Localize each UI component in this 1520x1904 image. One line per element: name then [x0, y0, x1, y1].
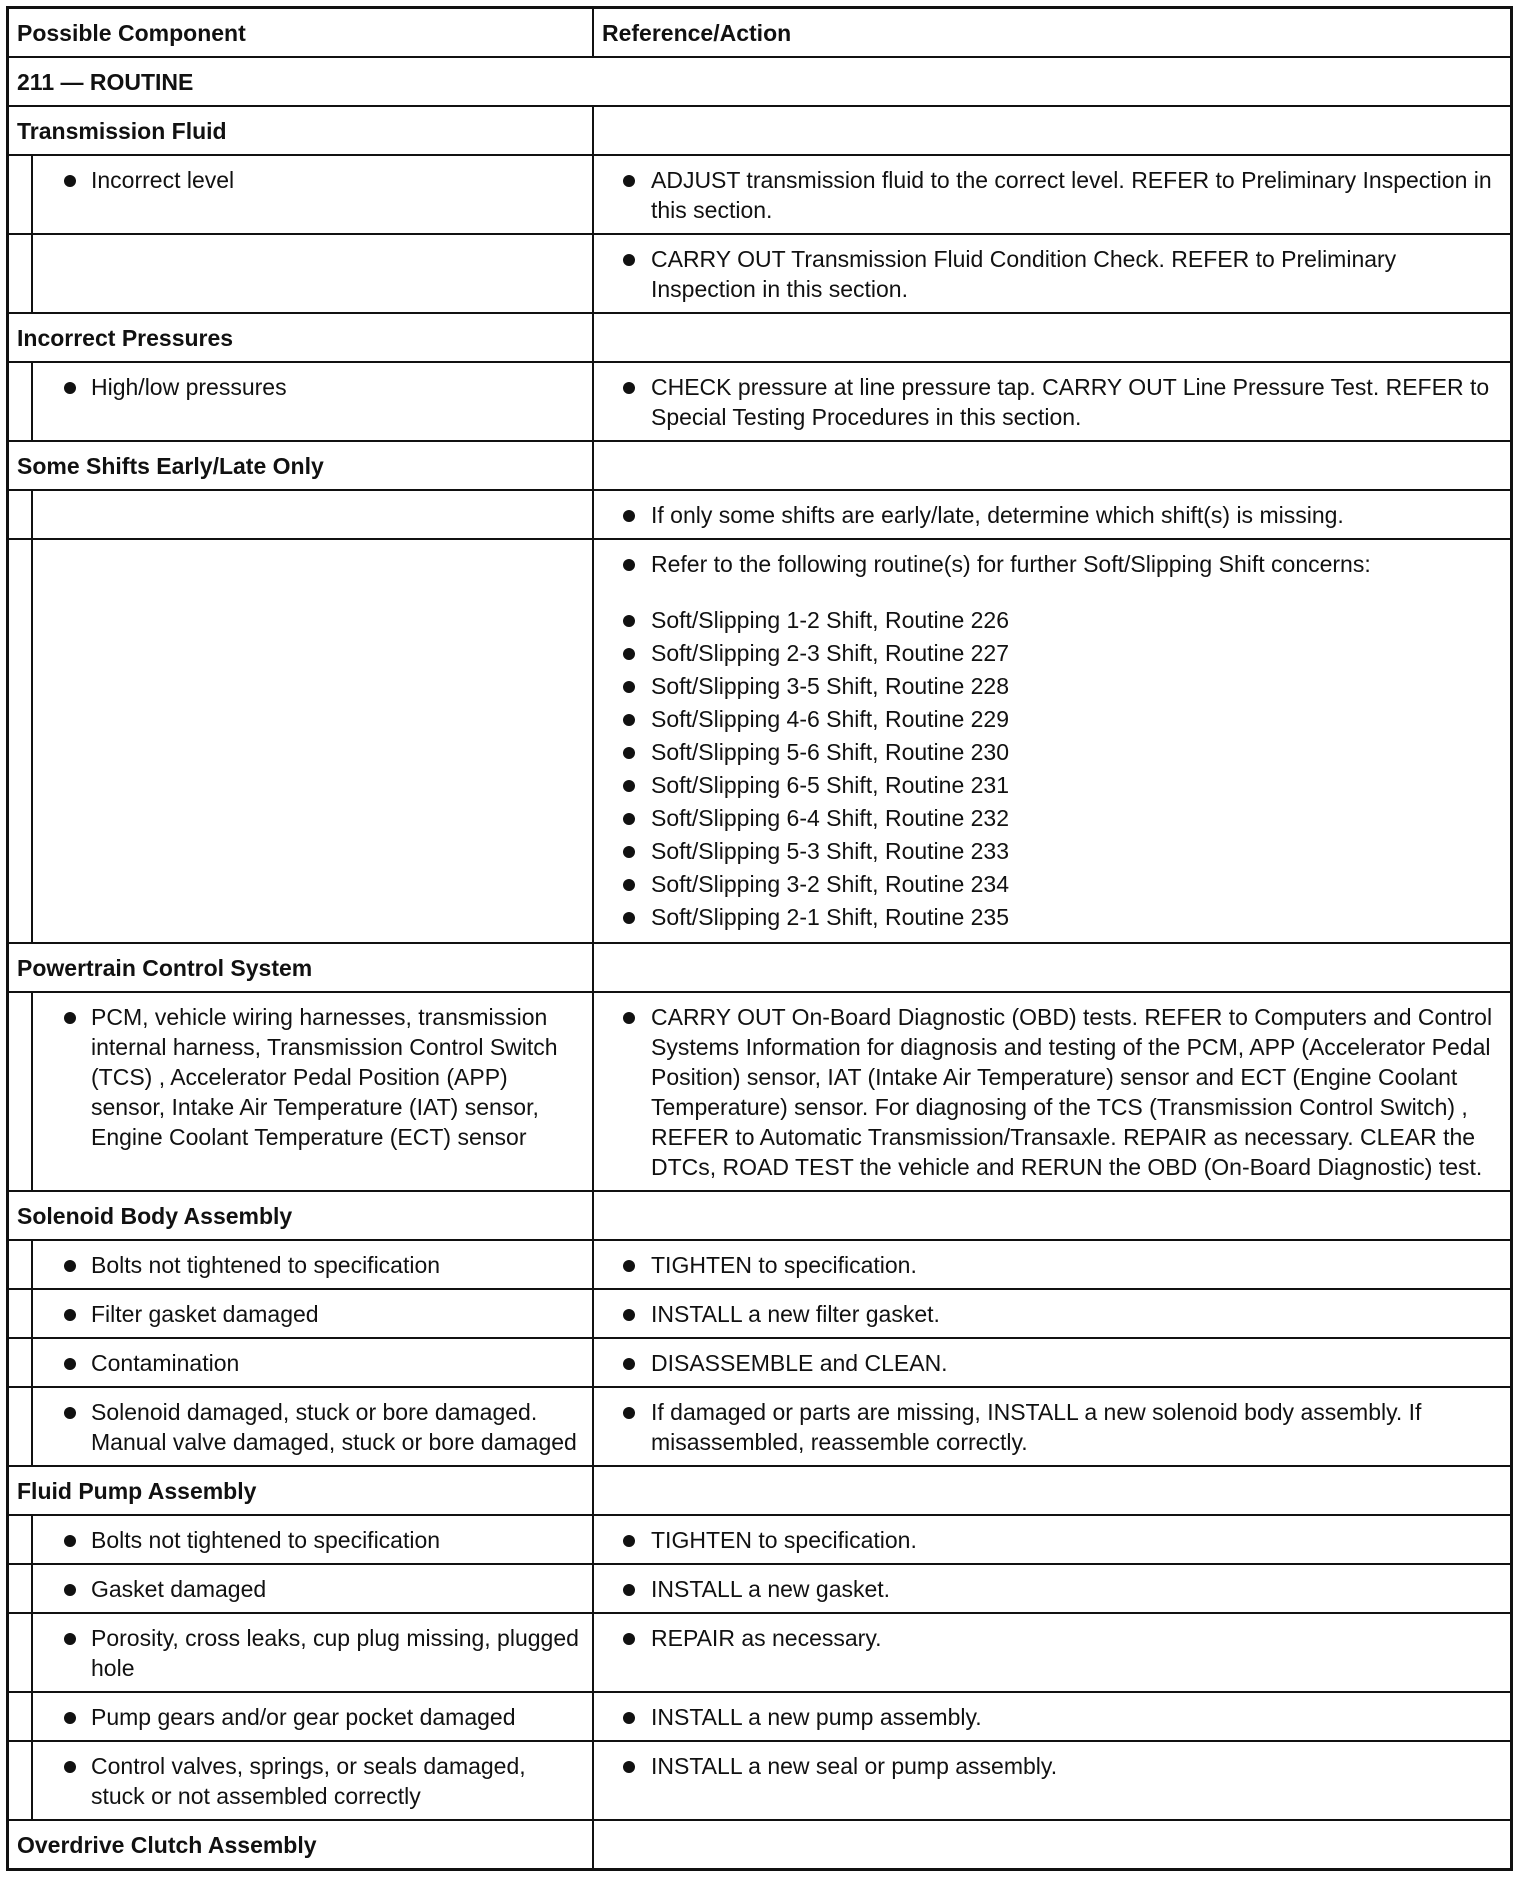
- action-cell: [594, 1241, 1510, 1288]
- component-cell: [9, 1388, 594, 1465]
- section-empty-cell: [594, 1821, 1510, 1868]
- bullet-text: High/low pressures: [91, 374, 287, 400]
- section-header-row: [9, 1190, 1510, 1239]
- table-row: [9, 489, 1510, 538]
- bullet-item: [651, 1002, 1502, 1182]
- action-cell: [594, 1388, 1510, 1465]
- action-cell: [594, 540, 1510, 942]
- bullet-text: Solenoid damaged, stuck or bore damaged. Manual valve damaged, stuck or bore damaged: [91, 1399, 577, 1455]
- bullet-text: INSTALL a new gasket.: [651, 1576, 891, 1602]
- bullet-text: If only some shifts are early/late, determine which shift(s) is missing.: [651, 502, 1344, 528]
- action-cell: [594, 1516, 1510, 1563]
- section-header-row: [9, 942, 1510, 991]
- table-row: [9, 361, 1510, 440]
- bullet-icon: [623, 714, 635, 726]
- bullet-item: [651, 901, 1502, 934]
- section-empty-cell: [594, 1467, 1510, 1514]
- component-cell: [9, 1241, 594, 1288]
- table-row: [9, 1288, 1510, 1337]
- bullet-item: [91, 1299, 584, 1329]
- bullet-text: If damaged or parts are missing, INSTALL a new solenoid body assembly. If misassembled, reassemble correctly.: [651, 1399, 1422, 1455]
- component-cell: [9, 235, 594, 312]
- bullet-icon: [64, 1761, 76, 1773]
- bullet-icon: [623, 648, 635, 660]
- bullet-text: Incorrect level: [91, 167, 235, 193]
- bullet-item: [91, 1525, 584, 1555]
- bullet-text: Soft/Slipping 6-4 Shift, Routine 232: [651, 805, 1010, 831]
- bullet-icon: [623, 1712, 635, 1724]
- component-cell: [9, 1516, 594, 1563]
- table-row: [9, 538, 1510, 942]
- bullet-item: [651, 835, 1502, 868]
- component-cell: [9, 1565, 594, 1612]
- bullet-icon: [64, 1633, 76, 1645]
- section-title: Overdrive Clutch Assembly: [9, 1821, 594, 1868]
- bullet-icon: [64, 175, 76, 187]
- section-header-row: [9, 440, 1510, 489]
- action-cell: [594, 993, 1510, 1190]
- bullet-text: CARRY OUT On-Board Diagnostic (OBD) tests. REFER to Computers and Control Systems Information for diagnosis and testing of the PCM, APP (Accelerator Pedal Position) sensor, IAT (Intake Air Temperature) sensor and ECT (Engine Coolant Temperature) sensor. For diagnosing of the TCS (Transmission Control Switch) , REFER to Automatic Transmission/Transaxle. REPAIR as necessary. CLEAR the DTCs, ROAD TEST the vehicle and RERUN the OBD (On-Board Diagnostic) test.: [651, 1004, 1493, 1180]
- bullet-text: Soft/Slipping 5-6 Shift, Routine 230: [651, 739, 1010, 765]
- action-cell: [594, 491, 1510, 538]
- action-cell: [594, 235, 1510, 312]
- action-cell: [594, 1614, 1510, 1691]
- table-row: [9, 1514, 1510, 1563]
- section-title: Incorrect Pressures: [9, 314, 594, 361]
- section-title: Powertrain Control System: [9, 944, 594, 991]
- bullet-icon: [623, 747, 635, 759]
- bullet-text: Soft/Slipping 3-2 Shift, Routine 234: [651, 871, 1010, 897]
- bullet-icon: [623, 382, 635, 394]
- bullet-item: [651, 372, 1502, 432]
- bullet-text: CARRY OUT Transmission Fluid Condition Check. REFER to Preliminary Inspection in this section.: [651, 246, 1397, 302]
- bullet-item: [651, 1702, 1502, 1732]
- bullet-icon: [623, 1358, 635, 1370]
- action-cell: [594, 1339, 1510, 1386]
- bullet-text: INSTALL a new seal or pump assembly.: [651, 1753, 1058, 1779]
- table-row: [9, 1386, 1510, 1465]
- action-cell: [594, 156, 1510, 233]
- bullet-text: Contamination: [91, 1350, 240, 1376]
- component-cell: [9, 1693, 594, 1740]
- component-cell: [9, 363, 594, 440]
- bullet-text: Porosity, cross leaks, cup plug missing, plugged hole: [91, 1625, 579, 1681]
- bullet-text: INSTALL a new filter gasket.: [651, 1301, 940, 1327]
- bullet-item: [651, 670, 1502, 703]
- bullet-icon: [623, 1309, 635, 1321]
- bullet-text: Soft/Slipping 5-3 Shift, Routine 233: [651, 838, 1010, 864]
- bullet-icon: [623, 1761, 635, 1773]
- bullet-text: CHECK pressure at line pressure tap. CARRY OUT Line Pressure Test. REFER to Special Testing Procedures in this section.: [651, 374, 1490, 430]
- bullet-item: [651, 802, 1502, 835]
- section-empty-cell: [594, 442, 1510, 489]
- bullet-icon: [623, 1407, 635, 1419]
- bullet-item: [651, 1751, 1502, 1781]
- bullet-item: [651, 244, 1502, 304]
- bullet-item: [651, 604, 1502, 637]
- bullet-icon: [64, 1584, 76, 1596]
- bullet-item: [651, 1348, 1502, 1378]
- action-cell: [594, 1693, 1510, 1740]
- bullet-text: REPAIR as necessary.: [651, 1625, 882, 1651]
- bullet-item: [651, 549, 1502, 579]
- bullet-icon: [64, 1712, 76, 1724]
- bullet-text: Gasket damaged: [91, 1576, 267, 1602]
- bullet-item: [651, 1397, 1502, 1457]
- bullet-item: [651, 165, 1502, 225]
- bullet-item: [91, 372, 584, 402]
- routine-title: 211 — ROUTINE: [17, 69, 194, 95]
- bullet-icon: [623, 1012, 635, 1024]
- bullet-item: [651, 637, 1502, 670]
- bullet-item: [651, 703, 1502, 736]
- diagnostic-table: [6, 6, 1513, 1871]
- bullet-item: [651, 1299, 1502, 1329]
- section-title: Some Shifts Early/Late Only: [9, 442, 594, 489]
- component-cell: [9, 1742, 594, 1819]
- bullet-item: [91, 1002, 584, 1152]
- table-header-row: [9, 9, 1510, 56]
- bullet-icon: [623, 510, 635, 522]
- bullet-text: ADJUST transmission fluid to the correct level. REFER to Preliminary Inspection in this section.: [651, 167, 1492, 223]
- bullet-icon: [623, 1584, 635, 1596]
- bullet-icon: [623, 912, 635, 924]
- component-cell: [9, 156, 594, 233]
- bullet-text: Filter gasket damaged: [91, 1301, 319, 1327]
- bullet-text: TIGHTEN to specification.: [651, 1252, 917, 1278]
- bullet-icon: [64, 1358, 76, 1370]
- section-title: Transmission Fluid: [9, 107, 594, 154]
- bullet-text: Bolts not tightened to specification: [91, 1252, 441, 1278]
- bullet-item: [91, 165, 584, 195]
- bullet-item: [91, 1751, 584, 1811]
- section-empty-cell: [594, 107, 1510, 154]
- table-row: [9, 1740, 1510, 1819]
- spacer: [651, 579, 1502, 604]
- bullet-text: Soft/Slipping 6-5 Shift, Routine 231: [651, 772, 1010, 798]
- bullet-icon: [623, 1535, 635, 1547]
- bullet-icon: [623, 879, 635, 891]
- bullet-item: [91, 1623, 584, 1683]
- bullet-text: Soft/Slipping 2-3 Shift, Routine 227: [651, 640, 1010, 666]
- bullet-icon: [623, 254, 635, 266]
- table-row: [9, 991, 1510, 1190]
- section-empty-cell: [594, 944, 1510, 991]
- bullet-item: [651, 736, 1502, 769]
- bullet-icon: [64, 1407, 76, 1419]
- bullet-item: [651, 868, 1502, 901]
- bullet-icon: [623, 846, 635, 858]
- bullet-text: INSTALL a new pump assembly.: [651, 1704, 982, 1730]
- bullet-icon: [64, 1260, 76, 1272]
- bullet-icon: [623, 780, 635, 792]
- section-header-row: [9, 1819, 1510, 1868]
- table-row: [9, 233, 1510, 312]
- bullet-text: Bolts not tightened to specification: [91, 1527, 441, 1553]
- bullet-icon: [64, 1012, 76, 1024]
- bullet-icon: [623, 681, 635, 693]
- component-cell: [9, 1290, 594, 1337]
- bullet-icon: [623, 175, 635, 187]
- bullet-icon: [623, 813, 635, 825]
- table-row: [9, 1337, 1510, 1386]
- section-title: Solenoid Body Assembly: [9, 1192, 594, 1239]
- bullet-text: TIGHTEN to specification.: [651, 1527, 917, 1553]
- section-header-row: [9, 105, 1510, 154]
- component-cell: [9, 993, 594, 1190]
- bullet-item: [651, 1574, 1502, 1604]
- bullet-text: Refer to the following routine(s) for further Soft/Slipping Shift concerns:: [651, 551, 1371, 577]
- header-reference-action: Reference/Action: [602, 20, 792, 46]
- bullet-icon: [64, 1535, 76, 1547]
- component-cell: [9, 1614, 594, 1691]
- bullet-text: Soft/Slipping 4-6 Shift, Routine 229: [651, 706, 1010, 732]
- bullet-item: [651, 1250, 1502, 1280]
- section-empty-cell: [594, 1192, 1510, 1239]
- section-header-row: [9, 312, 1510, 361]
- bullet-item: [651, 769, 1502, 802]
- bullet-text: DISASSEMBLE and CLEAN.: [651, 1350, 948, 1376]
- bullet-text: PCM, vehicle wiring harnesses, transmission internal harness, Transmission Control Switch (TCS) , Accelerator Pedal Position (APP) sensor, Intake Air Temperature (IAT) sensor, Engine Coolant Temperature (ECT) sensor: [91, 1004, 558, 1150]
- header-possible-component: Possible Component: [9, 9, 594, 56]
- bullet-icon: [623, 1260, 635, 1272]
- table-row: [9, 1239, 1510, 1288]
- bullet-text: Control valves, springs, or seals damaged, stuck or not assembled correctly: [91, 1753, 526, 1809]
- bullet-text: Soft/Slipping 3-5 Shift, Routine 228: [651, 673, 1010, 699]
- bullet-item: [91, 1574, 584, 1604]
- bullet-item: [91, 1702, 584, 1732]
- bullet-item: [91, 1250, 584, 1280]
- table-row: [9, 1563, 1510, 1612]
- table-row: [9, 1612, 1510, 1691]
- bullet-item: [651, 1525, 1502, 1555]
- bullet-item: [91, 1397, 584, 1457]
- table-row: [9, 1691, 1510, 1740]
- bullet-icon: [64, 1309, 76, 1321]
- bullet-icon: [623, 1633, 635, 1645]
- action-cell: [594, 1742, 1510, 1819]
- component-cell: [9, 1339, 594, 1386]
- component-cell: [9, 540, 594, 942]
- section-header-row: [9, 1465, 1510, 1514]
- action-cell: [594, 1565, 1510, 1612]
- bullet-text: Soft/Slipping 1-2 Shift, Routine 226: [651, 607, 1010, 633]
- section-empty-cell: [594, 314, 1510, 361]
- action-cell: [594, 363, 1510, 440]
- bullet-text: Soft/Slipping 2-1 Shift, Routine 235: [651, 904, 1010, 930]
- section-title: Fluid Pump Assembly: [9, 1467, 594, 1514]
- bullet-icon: [623, 559, 635, 571]
- action-cell: [594, 1290, 1510, 1337]
- component-cell: [9, 491, 594, 538]
- bullet-item: [651, 1623, 1502, 1653]
- bullet-icon: [64, 382, 76, 394]
- bullet-icon: [623, 615, 635, 627]
- routine-title-row: [9, 56, 1510, 105]
- bullet-item: [91, 1348, 584, 1378]
- table-row: [9, 154, 1510, 233]
- bullet-item: [651, 500, 1502, 530]
- bullet-text: Pump gears and/or gear pocket damaged: [91, 1704, 516, 1730]
